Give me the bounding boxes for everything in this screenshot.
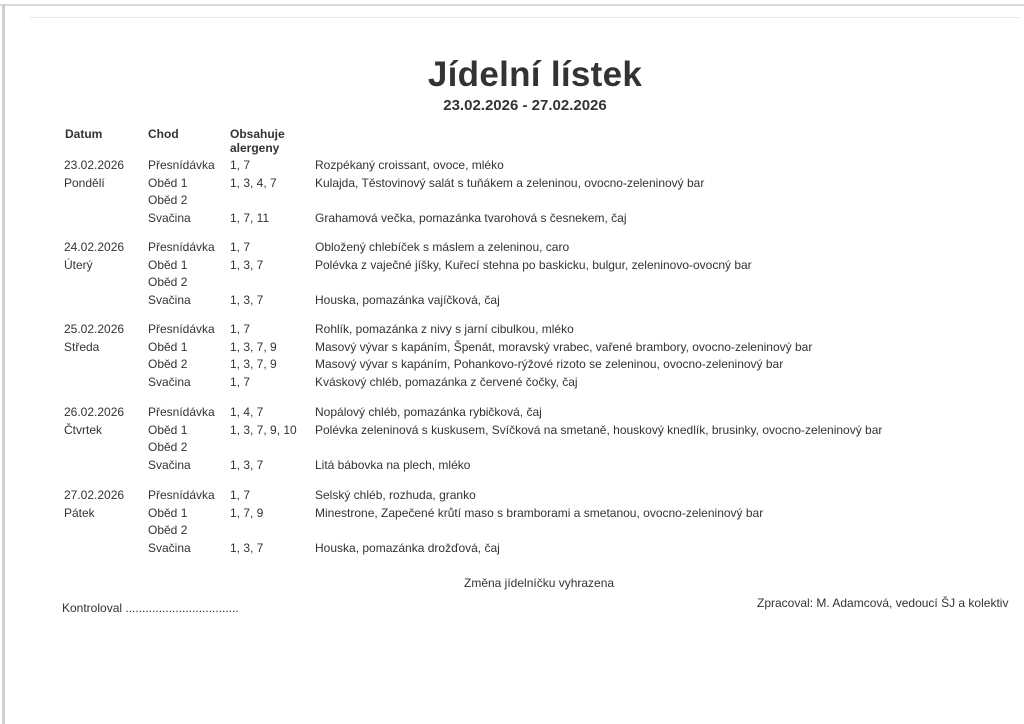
meal-menu: Rozpékaný croissant, ovoce, mléko (315, 158, 504, 172)
day-date: 26.02.2026 (64, 405, 125, 419)
meal-menu: Grahamová večka, pomazánka tvarohová s česnekem, čaj (315, 210, 627, 225)
day-date: 23.02.2026 (64, 158, 125, 172)
prepared-by: Zpracoval: M. Adamcová, vedoucí ŠJ a kolektiv (757, 596, 1009, 610)
meal-menu: Selský chléb, rozhuda, granko (315, 488, 476, 502)
meal-allergens: 1, 3, 7 (230, 292, 264, 307)
meal-allergens: 1, 7, 11 (230, 210, 270, 225)
header-course: Chod (148, 127, 179, 141)
page-title: Jídelní lístek (427, 55, 643, 94)
meal-course: Oběd 1 (148, 422, 188, 437)
day-weekday: Čtvrtek (64, 422, 103, 437)
meal-allergens: 1, 3, 7, 9 (230, 339, 277, 354)
meal-menu: Kváskový chléb, pomazánka z červené čočky, čaj (315, 374, 578, 389)
meal-allergens: 1, 3, 7 (230, 457, 264, 472)
meal-allergens: 1, 7 (230, 374, 251, 389)
meal-course: Oběd 2 (148, 440, 188, 454)
meal-allergens: 1, 7 (230, 488, 251, 502)
meal-menu: Nopálový chléb, pomazánka rybičková, čaj (315, 405, 542, 419)
meal-menu: Kulajda, Těstovinový salát s tuňákem a zeleninou, ovocno-zeleninový bar (315, 175, 705, 190)
meal-menu: Minestrone, Zapečené krůtí maso s bramborami a smetanou, ovocno-zeleninový bar (315, 505, 764, 520)
scan-edge-line (30, 17, 1020, 18)
meal-allergens: 1, 7 (230, 158, 251, 172)
meal-menu: Litá bábovka na plech, mléko (315, 457, 471, 472)
day-date: 25.02.2026 (64, 322, 125, 336)
meal-menu: Rohlík, pomazánka z nivy s jarní cibulkou, mléko (315, 322, 574, 336)
meal-allergens: 1, 4, 7 (230, 405, 264, 419)
meal-course: Přesnídávka (148, 405, 215, 419)
meal-menu: Polévka z vaječné jíšky, Kuřecí stehna po baskicku, bulgur, zeleninovo-ovocný bar (315, 257, 752, 272)
meal-allergens: 1, 3, 4, 7 (230, 175, 277, 190)
meal-allergens: 1, 3, 7 (230, 540, 264, 555)
change-notice: Změna jídelníčku vyhrazena (464, 576, 615, 590)
meal-menu: Houska, pomazánka vajíčková, čaj (315, 292, 500, 307)
meal-menu: Houska, pomazánka drožďová, čaj (315, 540, 500, 555)
meal-course: Oběd 2 (148, 275, 188, 289)
header-allergens-2: alergeny (230, 141, 280, 155)
meal-course: Svačina (148, 210, 191, 225)
day-date: 24.02.2026 (64, 240, 125, 254)
date-range: 23.02.2026 - 27.02.2026 (443, 97, 607, 114)
checked-by: Kontroloval .................................. (62, 601, 239, 615)
meal-course: Přesnídávka (148, 240, 215, 254)
meal-course: Oběd 1 (148, 339, 188, 354)
meal-menu: Obložený chlebíček s máslem a zeleninou, caro (315, 240, 570, 254)
meal-course: Přesnídávka (148, 158, 215, 172)
meal-allergens: 1, 3, 7 (230, 257, 264, 272)
meal-menu: Masový vývar s kapáním, Špenát, moravský vrabec, vařené brambory, ovocno-zeleninový bar (315, 339, 813, 354)
meal-course: Přesnídávka (148, 322, 215, 336)
meal-course: Oběd 1 (148, 505, 188, 520)
meal-course: Svačina (148, 540, 191, 555)
meal-allergens: 1, 7, 9 (230, 505, 264, 520)
meal-course: Oběd 2 (148, 193, 188, 207)
meal-course: Přesnídávka (148, 488, 215, 502)
day-weekday: Pondělí (64, 175, 105, 190)
meal-course: Svačina (148, 374, 191, 389)
meal-course: Oběd 2 (148, 523, 188, 537)
meal-allergens: 1, 7 (230, 240, 251, 254)
meal-course: Svačina (148, 457, 191, 472)
meal-course: Oběd 1 (148, 257, 188, 272)
header-allergens-1: Obsahuje (230, 127, 285, 141)
meal-menu: Masový vývar s kapáním, Pohankovo-rýžové rizoto se zeleninou, ovocno-zeleninový bar (315, 357, 784, 371)
scan-edge-top (0, 4, 1024, 6)
meal-allergens: 1, 3, 7, 9, 10 (230, 422, 297, 437)
header-date: Datum (65, 127, 103, 141)
meal-course: Oběd 2 (148, 357, 188, 371)
day-weekday: Úterý (64, 257, 93, 272)
day-date: 27.02.2026 (64, 488, 125, 502)
day-weekday: Středa (64, 339, 100, 354)
day-weekday: Pátek (64, 505, 95, 520)
meal-menu: Polévka zeleninová s kuskusem, Svíčková na smetaně, houskový knedlík, brusinky, ovocno-zeleninový bar (315, 422, 883, 437)
meal-allergens: 1, 3, 7, 9 (230, 357, 277, 371)
meal-course: Oběd 1 (148, 175, 188, 190)
meal-course: Svačina (148, 292, 191, 307)
meal-allergens: 1, 7 (230, 322, 251, 336)
